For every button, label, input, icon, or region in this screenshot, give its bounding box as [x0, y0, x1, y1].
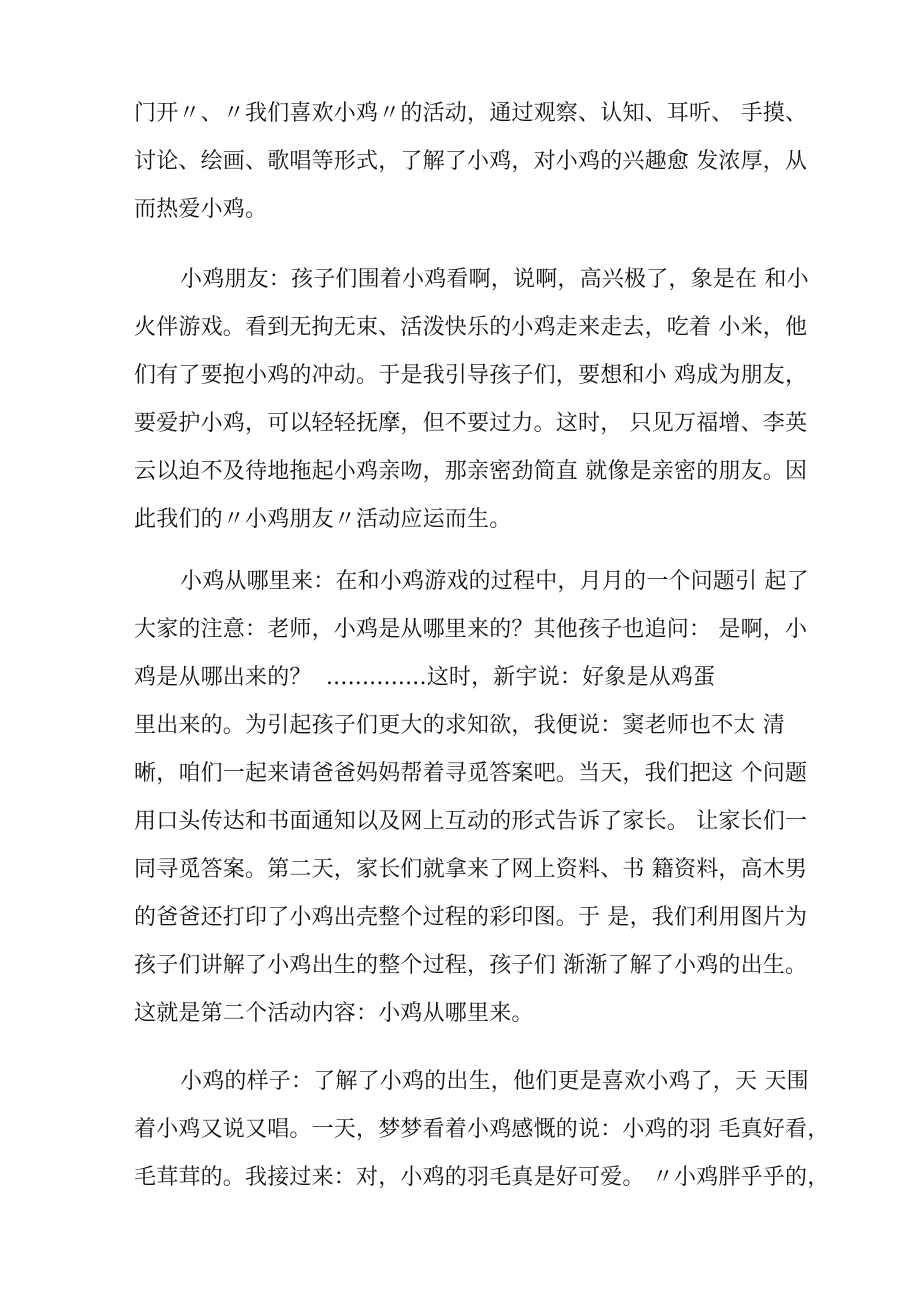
paragraph-1-line-3: 而热爱小鸡。	[134, 197, 268, 222]
paragraph-2-line-1: 小鸡朋友：孩子们围着小鸡看啊，说啊，高兴极了，象是在 和小	[180, 267, 809, 292]
paragraph-2-line-3: 们有了要抱小鸡的冲动。于是我引导孩子们，要想和小 鸡成为朋友，	[134, 363, 808, 388]
paragraph-4-line-2: 着小鸡又说又唱。一天，梦梦看着小鸡感慨的说：小鸡的羽 毛真好看，	[134, 1117, 830, 1142]
paragraph-3-line-8: 的爸爸还打印了小鸡出壳整个过程的彩印图。于 是，我们利用图片为	[134, 905, 808, 930]
paragraph-3-line-2: 大家的注意：老师，小鸡是从哪里来的？其他孩子也追问： 是啊，小	[134, 617, 808, 642]
paragraph-4-line-1: 小鸡的样子：了解了小鸡的出生，他们更是喜欢小鸡了，天 天围	[180, 1069, 809, 1094]
paragraph-3-line-3: 鸡是从哪出来的？ ..............这时，新宇说：好象是从鸡蛋	[134, 665, 716, 690]
paragraph-1-line-2: 讨论、绘画、歌唱等形式，了解了小鸡，对小鸡的兴趣愈 发浓厚，从	[134, 149, 808, 174]
paragraph-2-line-5: 云以迫不及待地拖起小鸡亲吻，那亲密劲简直 就像是亲密的朋友。因	[134, 459, 808, 484]
paragraph-3-line-4: 里出来的。为引起孩子们更大的求知欲，我便说：窦老师也不太 清	[134, 713, 785, 738]
paragraph-3-line-1: 小鸡从哪里来：在和小鸡游戏的过程中，月月的一个问题引 起了	[180, 569, 809, 594]
paragraph-4-line-3: 毛茸茸的。我接过来：对，小鸡的羽毛真是好可爱。 〃小鸡胖乎乎的，	[134, 1165, 830, 1190]
paragraph-3-line-10: 这就是第二个活动内容：小鸡从哪里来。	[134, 1001, 534, 1026]
paragraph-3-line-9: 孩子们讲解了小鸡出生的整个过程，孩子们 渐渐了解了小鸡的出生。	[134, 953, 808, 978]
paragraph-3-line-7: 同寻觅答案。第二天，家长们就拿来了网上资料、书 籍资料，高木男	[134, 857, 808, 882]
paragraph-1-line-1: 门开〃、〃我们喜欢小鸡〃的活动，通过观察、认知、耳听、 手摸、	[134, 101, 808, 126]
paragraph-3-line-5: 晰，咱们一起来请爸爸妈妈帮着寻觅答案吧。当天，我们把这 个问题	[134, 761, 808, 786]
paragraph-3-line-6: 用口头传达和书面通知以及网上互动的形式告诉了家长。 让家长们一	[134, 809, 808, 834]
paragraph-2-line-4: 要爱护小鸡，可以轻轻抚摩，但不要过力。这时， 只见万福增、李英	[134, 411, 808, 436]
paragraph-2-line-2: 火伴游戏。看到无拘无束、活泼快乐的小鸡走来走去，吃着 小米，他	[134, 315, 808, 340]
paragraph-2-line-6: 此我们的〃小鸡朋友〃活动应运而生。	[134, 507, 512, 532]
